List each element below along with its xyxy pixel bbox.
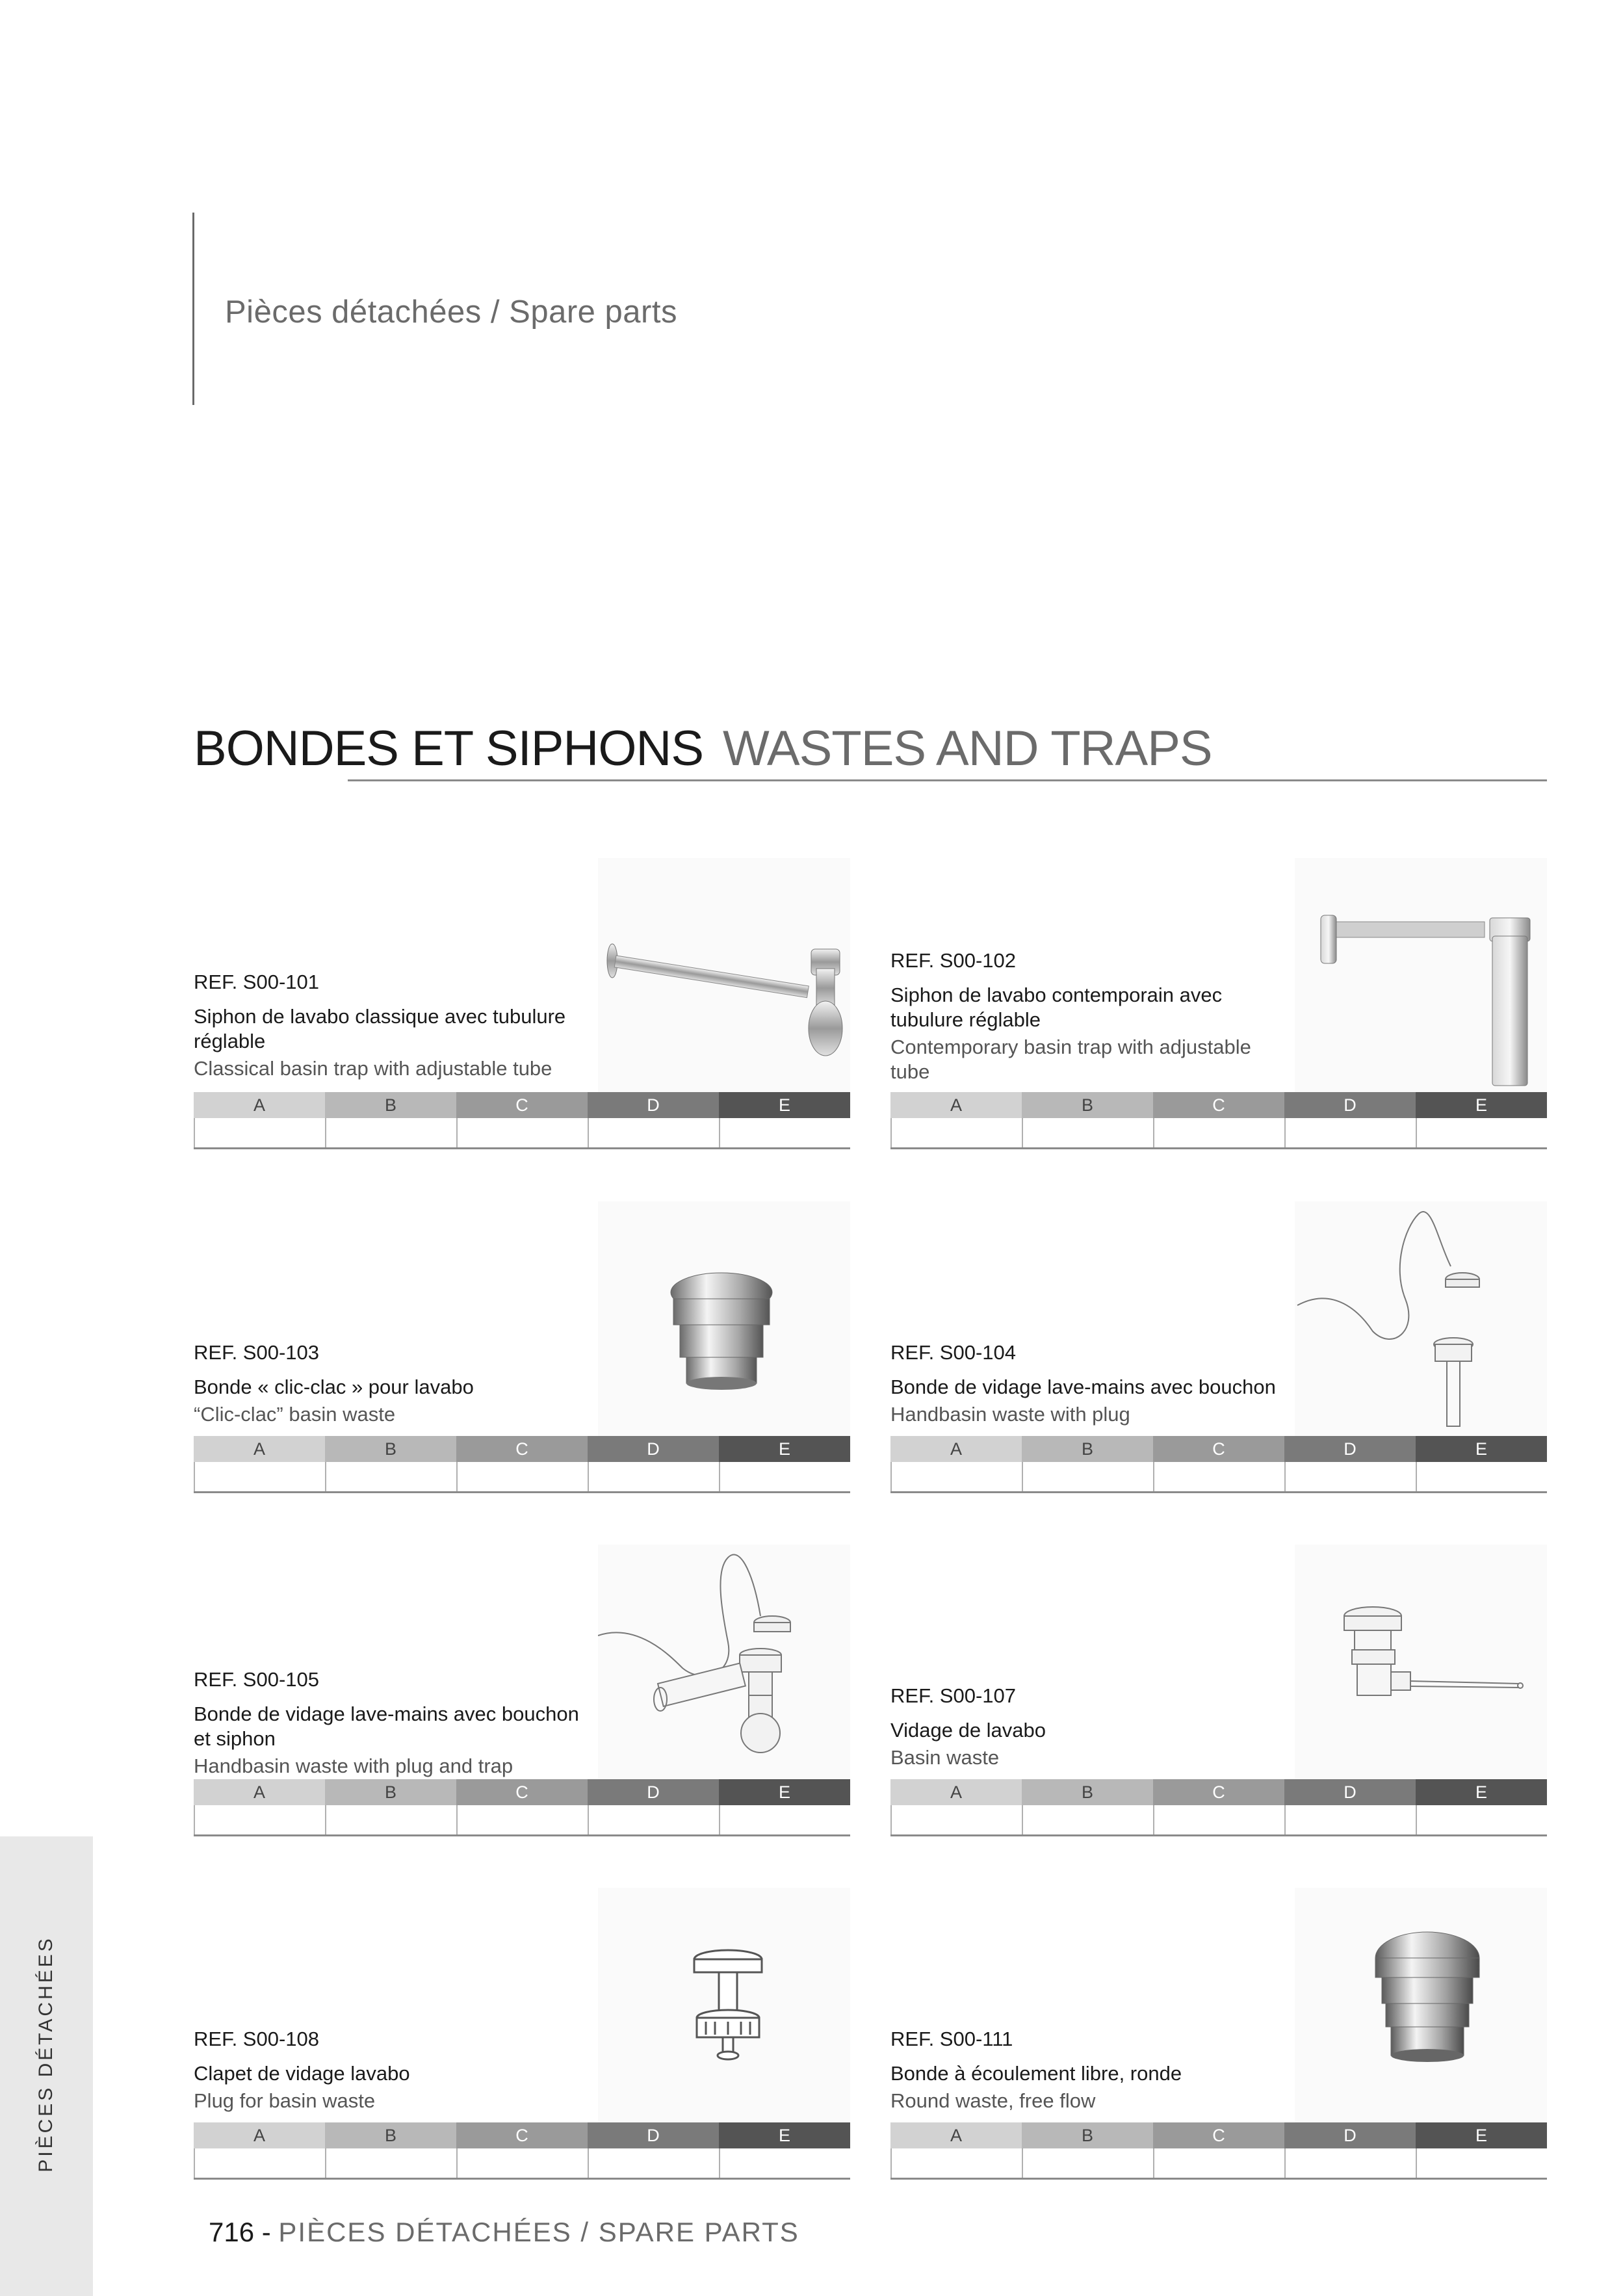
variant-grid-header [890,2122,1547,2148]
grid-col-e: E [719,1436,850,1462]
product-desc-en: Handbasin waste with plug [890,1403,1130,1426]
grid-col-d: D [1284,1436,1416,1462]
product-desc-fr: Clapet de vidage lavabo [194,2062,410,2085]
grid-cell [194,2148,325,2178]
header-rule [192,213,194,405]
grid-col-a: A [194,2122,325,2148]
grid-col-a: A [194,1092,325,1118]
variant-grid-row [194,1805,850,1836]
grid-cell [1416,1118,1547,1147]
grid-col-b: B [325,1779,456,1805]
variant-grid [890,1436,1547,1493]
grid-col-c: C [456,2122,588,2148]
grid-col-b: B [325,1436,456,1462]
grid-cell [1153,1118,1284,1147]
variant-grid-header [890,1436,1547,1462]
pop-up-waste-icon [1295,1545,1547,1784]
product-text [194,1341,597,1427]
grid-cell [456,1118,588,1147]
variant-grid-header [194,1779,850,1805]
grid-cell [1153,2148,1284,2178]
grid-cell [1022,1805,1153,1834]
grid-col-c: C [1153,1092,1284,1118]
variant-grid [890,1779,1547,1836]
grid-col-a: A [194,1779,325,1805]
variant-grid-header [194,2122,850,2148]
product-desc-fr: Siphon de lavabo classique avec tubulure réglable [194,1005,566,1052]
grid-cell [456,2148,588,2178]
page-header-title: Pièces détachées / Spare parts [225,294,677,330]
grid-col-d: D [588,1436,719,1462]
product-desc-fr: Bonde de vidage lave-mains avec bouchon [890,1376,1276,1398]
grid-cell [194,1118,325,1147]
grid-cell [325,1805,456,1834]
variant-grid-row [890,2148,1547,2180]
product-ref: REF. S00-107 [890,1684,1016,1707]
grid-cell [456,1805,588,1834]
product-card [194,1545,850,1844]
variant-grid-row [890,1805,1547,1836]
grid-cell [588,2148,719,2178]
variant-grid-header [890,1779,1547,1805]
product-desc-en: Handbasin waste with plug and trap [194,1755,513,1777]
grid-col-e: E [1416,1779,1547,1805]
product-ref: REF. S00-111 [890,2028,1013,2050]
product-card [890,1888,1547,2187]
grid-col-c: C [456,1779,588,1805]
product-desc-fr: Vidage de lavabo [890,1719,1046,1742]
grid-cell [719,2148,850,2178]
grid-col-b: B [325,1092,456,1118]
footer-separator: - [254,2217,279,2247]
section-title-fr: BONDES ET SIPHONS [194,721,704,776]
grid-cell [1416,1462,1547,1491]
grid-cell [719,1118,850,1147]
product-desc-en: “Clic-clac” basin waste [194,1403,396,1426]
product-card [194,1888,850,2187]
variant-grid-row [194,2148,850,2180]
grid-cell [890,1805,1022,1834]
waste-plug-trap-icon [598,1545,850,1784]
product-ref: REF. S00-105 [194,1668,319,1691]
product-text [194,971,597,1081]
product-card [890,858,1547,1157]
product-text [194,2028,597,2113]
product-card [890,1545,1547,1844]
variant-grid [890,1092,1547,1149]
bottle-trap-icon [598,858,850,1097]
product-text [890,1341,1293,1427]
variant-grid-row [194,1462,850,1493]
page-footer [209,2217,799,2248]
grid-cell [325,2148,456,2178]
variant-grid [194,2122,850,2180]
grid-col-d: D [1284,1779,1416,1805]
grid-col-a: A [890,2122,1022,2148]
grid-col-b: B [1022,1436,1153,1462]
grid-cell [1416,2148,1547,2178]
grid-col-b: B [1022,1092,1153,1118]
grid-col-b: B [1022,1779,1153,1805]
variant-grid-header [194,1092,850,1118]
product-ref: REF. S00-101 [194,971,319,993]
grid-cell [1416,1805,1547,1834]
grid-col-e: E [719,2122,850,2148]
grid-cell [1022,1118,1153,1147]
variant-grid [194,1092,850,1149]
grid-col-a: A [890,1436,1022,1462]
variant-grid [890,2122,1547,2180]
grid-cell [588,1462,719,1491]
footer-label: PIÈCES DÉTACHÉES / SPARE PARTS [278,2217,799,2247]
grid-cell [1284,1462,1416,1491]
section-side-label: PIÈCES DÉTACHÉES [35,1936,57,2172]
basin-plug-icon [598,1888,850,2127]
grid-cell [194,1805,325,1834]
product-desc-fr: Bonde « clic-clac » pour lavabo [194,1376,474,1398]
product-text [890,2028,1293,2113]
grid-col-d: D [1284,1092,1416,1118]
grid-cell [1153,1805,1284,1834]
grid-cell [588,1805,719,1834]
grid-cell [1284,1118,1416,1147]
product-desc-en: Classical basin trap with adjustable tube [194,1057,552,1080]
grid-cell [1022,1462,1153,1491]
free-flow-waste-icon [1295,1888,1547,2127]
product-ref: REF. S00-103 [194,1341,319,1364]
grid-cell [325,1462,456,1491]
grid-col-c: C [1153,1779,1284,1805]
grid-col-e: E [1416,2122,1547,2148]
variant-grid-row [890,1118,1547,1149]
product-desc-en: Plug for basin waste [194,2089,376,2112]
product-ref: REF. S00-108 [194,2028,319,2050]
product-text [194,1668,597,1779]
grid-col-c: C [456,1436,588,1462]
section-title-en: WASTES AND TRAPS [723,721,1212,776]
product-text [890,949,1293,1084]
product-card [194,1201,850,1500]
grid-cell [719,1805,850,1834]
variant-grid [194,1779,850,1836]
grid-col-d: D [588,1779,719,1805]
product-desc-en: Basin waste [890,1746,1000,1769]
product-desc-fr: Bonde à écoulement libre, ronde [890,2062,1182,2085]
grid-cell [588,1118,719,1147]
page-number: 716 [209,2217,255,2247]
product-text [890,1684,1293,1770]
grid-cell [1153,1462,1284,1491]
grid-cell [890,1462,1022,1491]
product-desc-en: Contemporary basin trap with adjustable tube [890,1036,1251,1083]
grid-col-c: C [1153,1436,1284,1462]
grid-cell [194,1462,325,1491]
grid-col-d: D [588,2122,719,2148]
product-desc-en: Round waste, free flow [890,2089,1096,2112]
contemporary-trap-icon [1295,858,1547,1097]
grid-cell [890,1118,1022,1147]
grid-col-e: E [719,1779,850,1805]
grid-cell [1284,2148,1416,2178]
product-card [890,1201,1547,1500]
grid-col-a: A [194,1436,325,1462]
grid-col-e: E [1416,1092,1547,1118]
product-desc-fr: Bonde de vidage lave-mains avec bouchon et siphon [194,1702,579,1750]
product-ref: REF. S00-104 [890,1341,1016,1364]
grid-col-b: B [1022,2122,1153,2148]
variant-grid-header [194,1436,850,1462]
product-ref: REF. S00-102 [890,949,1016,972]
variant-grid-row [890,1462,1547,1493]
grid-col-d: D [588,1092,719,1118]
grid-col-b: B [325,2122,456,2148]
section-rule [348,779,1547,781]
section-title [194,720,1212,777]
variant-grid-row [194,1118,850,1149]
variant-grid-header [890,1092,1547,1118]
grid-col-e: E [1416,1436,1547,1462]
grid-col-d: D [1284,2122,1416,2148]
grid-col-a: A [890,1092,1022,1118]
grid-cell [456,1462,588,1491]
waste-with-plug-icon [1295,1201,1547,1441]
grid-cell [1022,2148,1153,2178]
grid-col-c: C [1153,2122,1284,2148]
grid-col-c: C [456,1092,588,1118]
grid-col-a: A [890,1779,1022,1805]
grid-cell [719,1462,850,1491]
clic-clac-waste-icon [598,1201,850,1441]
grid-cell [1284,1805,1416,1834]
variant-grid [194,1436,850,1493]
grid-cell [325,1118,456,1147]
product-card [194,858,850,1157]
grid-col-e: E [719,1092,850,1118]
product-desc-fr: Siphon de lavabo contemporain avec tubulure réglable [890,984,1223,1031]
grid-cell [890,2148,1022,2178]
